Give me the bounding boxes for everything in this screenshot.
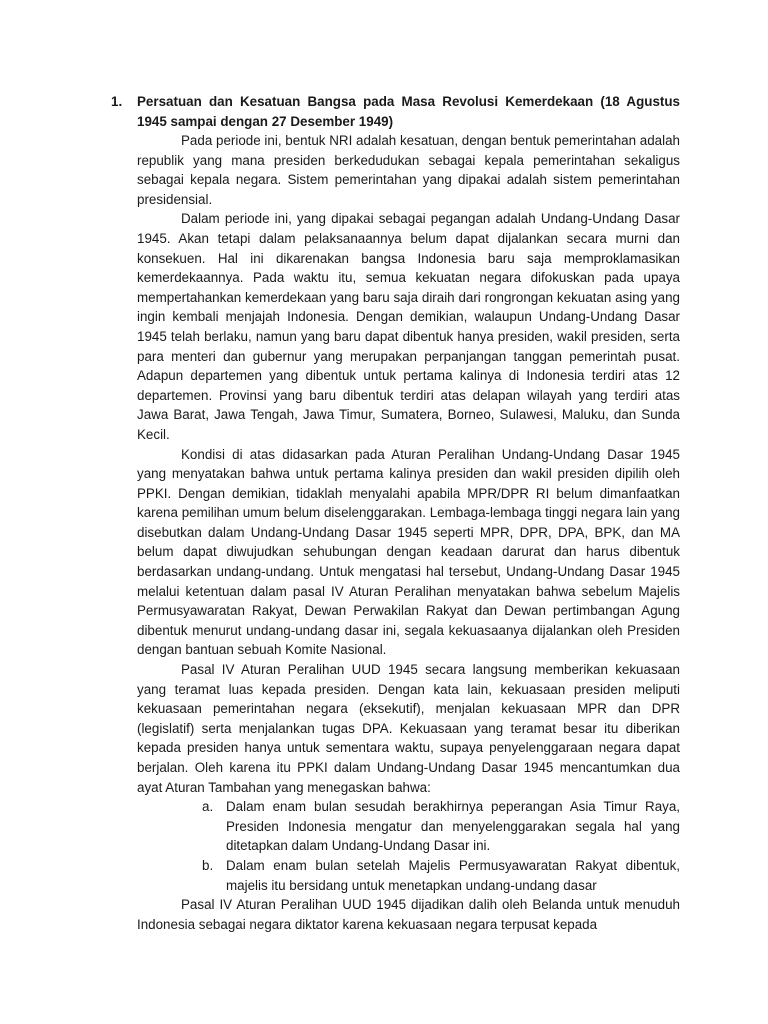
list-item-letter: b. [202, 857, 214, 873]
paragraph-2: Dalam periode ini, yang dipakai sebagai pegangan adalah Undang-Undang Dasar 1945. Akan tetapi dalam pelaksanaannya belum dapat dijalankan secara murni dan konsekuen. Hal ini dikarenakan bangsa Indonesia baru saja memproklamasikan kemerdekaannya. Pada waktu itu, semua kekuatan negara difokuskan pada upaya mempertahankan kemerdekaan yang baru saja diraih dari rongrongan kekuatan asing yang ingin kembali menjajah Indonesia. Dengan demikian, walaupun Undang-Undang Dasar 1945 telah berlaku, namun yang baru dapat dibentuk hanya presiden, wakil presiden, serta para menteri dan gubernur yang merupakan perpanjangan tanggan pemerintah pusat. Adapun departemen yang dibentuk untuk pertama kalinya di Indonesia terdiri atas 12 departemen. Provinsi yang baru dibentuk terdiri atas delapan wilayah yang terdiri atas Jawa Barat, Jawa Tengah, Jawa Timur, Sumatera, Borneo, Sulawesi, Maluku, dan Sunda Kecil. [137, 211, 680, 442]
aturan-tambahan-list [137, 797, 680, 895]
list-item-text: Dalam enam bulan setelah Majelis Permusyawaratan Rakyat dibentuk, majelis itu bersidang untuk menetapkan undang-undang dasar [226, 857, 680, 893]
paragraph-4: Pasal IV Aturan Peralihan UUD 1945 secara langsung memberikan kekuasaan yang teramat luas kepada presiden. Dengan kata lain, kekuasaan presiden meliputi kekuasaan pemerintahan negara (eksekutif), menjalan kekuasaan MPR dan DPR (legislatif) serta menjalankan tugas DPA. Kekuasaan yang teramat besar itu diberikan kepada presiden hanya untuk sementara waktu, supaya penyelenggaraan negara dapat berjalan. Oleh karena itu PPKI dalam Undang-Undang Dasar 1945 mencantumkan dua ayat Aturan Tambahan yang menegaskan bahwa: [137, 662, 680, 795]
section-number: 1. [111, 94, 123, 109]
section-body [137, 131, 680, 934]
list-item-b [202, 856, 680, 895]
list-item-a [202, 797, 680, 856]
section-heading [111, 92, 680, 131]
paragraph-5: Pasal IV Aturan Peralihan UUD 1945 dijadikan dalih oleh Belanda untuk menuduh Indonesia sebagai negara diktator karena kekuasaan negara terpusat kepada [137, 897, 680, 932]
list-item-text: Dalam enam bulan sesudah berakhirnya peperangan Asia Timur Raya, Presiden Indonesia mengatur dan menyelenggarakan segala hal yang ditetapkan dalam Undang-Undang Dasar ini. [226, 799, 680, 854]
list-item-letter: a. [202, 799, 214, 815]
paragraph-1: Pada periode ini, bentuk NRI adalah kesatuan, dengan bentuk pemerintahan adalah republik yang mana presiden berkedudukan sebagai kepala pemerintahan sekaligus sebagai kepala negara. Sistem pemerintahan yang dipakai adalah sistem pemerintahan presidensial. [137, 133, 680, 207]
paragraph-3: Kondisi di atas didasarkan pada Aturan Peralihan Undang-Undang Dasar 1945 yang menyatakan bahwa untuk pertama kalinya presiden dan wakil presiden dipilih oleh PPKI. Dengan demikian, tidaklah menyalahi apabila MPR/DPR RI belum dimanfaatkan karena pemilihan umum belum diselenggarakan. Lembaga-lembaga tinggi negara lain yang disebutkan dalam Undang-Undang Dasar 1945 seperti MPR, DPR, DPA, BPK, dan MA belum dapat diwujudkan sehubungan dengan keadaan darurat dan harus dibentuk berdasarkan undang-undang. Untuk mengatasi hal tersebut, Undang-Undang Dasar 1945 melalui ketentuan dalam pasal IV Aturan Peralihan menyatakan bahwa sebelum Majelis Permusyawaratan Rakyat, Dewan Perwakilan Rakyat dan Dewan pertimbangan Agung dibentuk menurut undang-undang dasar ini, segala kekuasaanya dijalankan oleh Presiden dengan bantuan sebuah Komite Nasional. [137, 446, 680, 658]
section-title: Persatuan dan Kesatuan Bangsa pada Masa Revolusi Kemerdekaan (18 Agustus 1945 sampai dengan 27 Desember 1949) [137, 94, 680, 129]
